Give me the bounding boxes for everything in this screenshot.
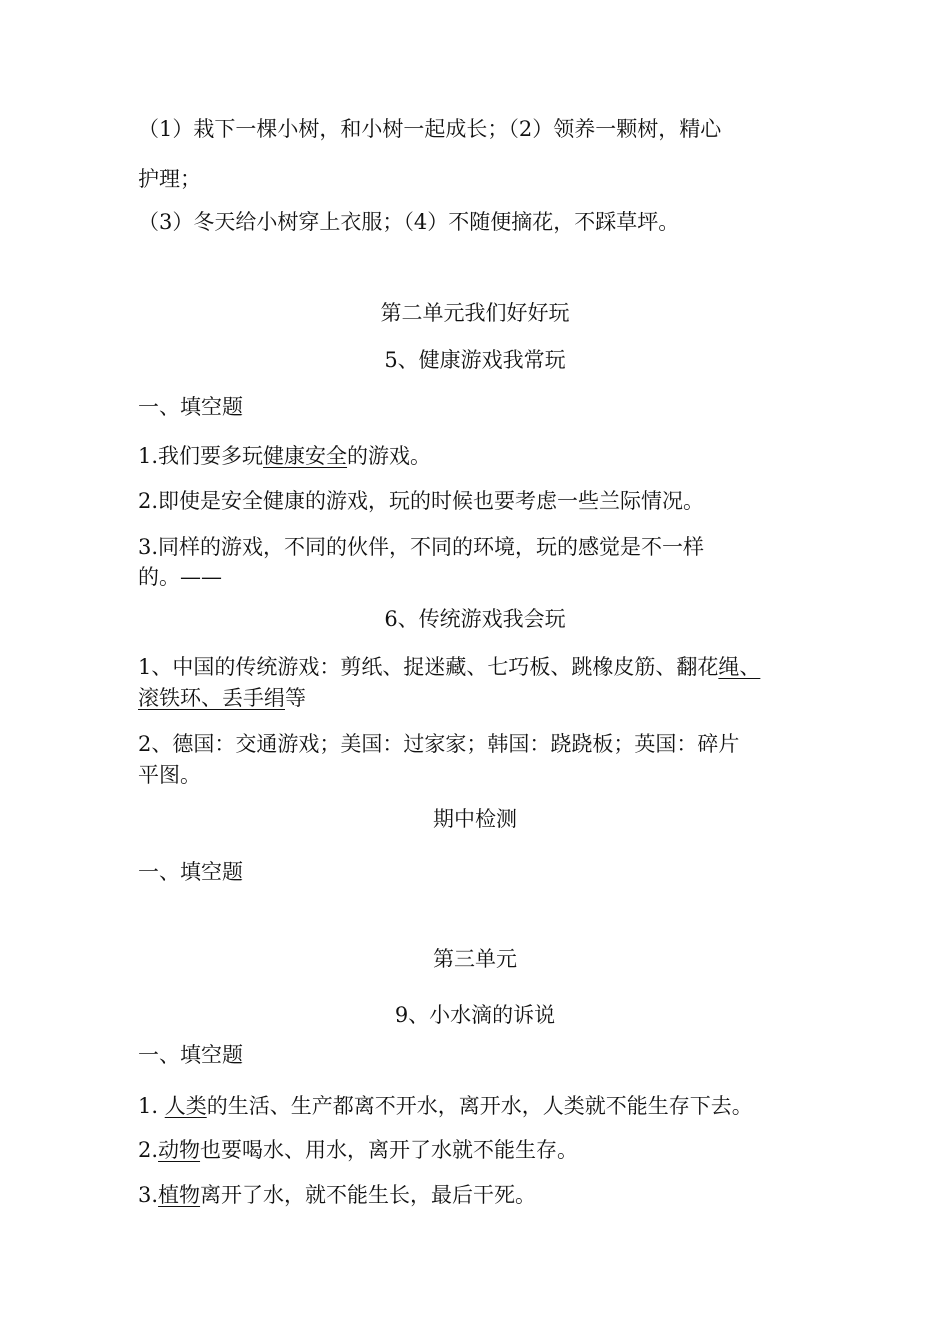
q3-prefix: 3. <box>138 1183 159 1207</box>
q2-suffix: 也要喝水、用水，离开了水就不能生存。 <box>200 1138 579 1162</box>
lesson6-title: 6、传统游戏我会玩 <box>384 607 566 631</box>
intro-line-3: （3）冬天给小树穿上衣服；（4）不随便摘花，不踩草坪。 <box>138 210 680 234</box>
lesson5-q3-line2: 的。—— <box>138 565 222 589</box>
q1-answer-part2: 滚铁环、丢手绢 <box>138 686 285 710</box>
lesson5-q1 <box>138 443 431 469</box>
q1-suffix: 等 <box>285 686 306 710</box>
lesson6-q2-line2: 平图。 <box>138 763 201 787</box>
q1-answer: 健康安全 <box>263 444 348 468</box>
intro-line-1: （1）栽下一棵小树，和小树一起成长；（2）领养一颗树，精心 <box>138 117 722 141</box>
lesson9-q1 <box>138 1093 753 1119</box>
q1-suffix: 的游戏。 <box>347 444 432 468</box>
q3-suffix: 离开了水，就不能生长，最后干死。 <box>200 1183 537 1207</box>
lesson5-title: 5、健康游戏我常玩 <box>384 348 566 372</box>
q2-prefix: 2. <box>138 1138 159 1162</box>
unit2-title: 第二单元我们好好玩 <box>380 301 570 325</box>
lesson6-q1-line1 <box>138 654 760 680</box>
q1-prefix: 1. <box>138 1094 165 1118</box>
lesson9-section: 一、填空题 <box>138 1043 243 1067</box>
lesson5-q2: 2.即使是安全健康的游戏，玩的时候也要考虑一些兰际情况。 <box>138 489 705 513</box>
q1-text: 1、中国的传统游戏：剪纸、捉迷藏、七巧板、跳橡皮筋、翻花 <box>138 655 719 679</box>
midterm-section: 一、填空题 <box>138 860 243 884</box>
lesson6-q1-line2 <box>138 685 306 711</box>
lesson9-q3 <box>138 1182 536 1208</box>
midterm-title: 期中检测 <box>433 807 517 831</box>
lesson9-q2 <box>138 1137 578 1163</box>
lesson5-q3-line1: 3.同样的游戏，不同的伙伴，不同的环境，玩的感觉是不一样 <box>138 535 705 559</box>
lesson5-section: 一、填空题 <box>138 395 243 419</box>
lesson9-title: 9、小水滴的诉说 <box>394 1003 556 1027</box>
q2-answer: 动物 <box>158 1138 201 1162</box>
intro-line-2: 护理； <box>138 167 201 191</box>
lesson6-q2-line1: 2、德国：交通游戏；美国：过家家；韩国：跷跷板；英国：碎片 <box>138 732 740 756</box>
q1-answer-part1: 绳、 <box>718 655 761 679</box>
q3-answer: 植物 <box>158 1183 201 1207</box>
q1-answer: 人类 <box>164 1094 207 1118</box>
q1-suffix: 的生活、生产都离不开水，离开水，人类就不能生存下去。 <box>206 1094 753 1118</box>
unit3-title: 第三单元 <box>433 947 517 971</box>
q1-prefix: 1.我们要多玩 <box>138 444 264 468</box>
